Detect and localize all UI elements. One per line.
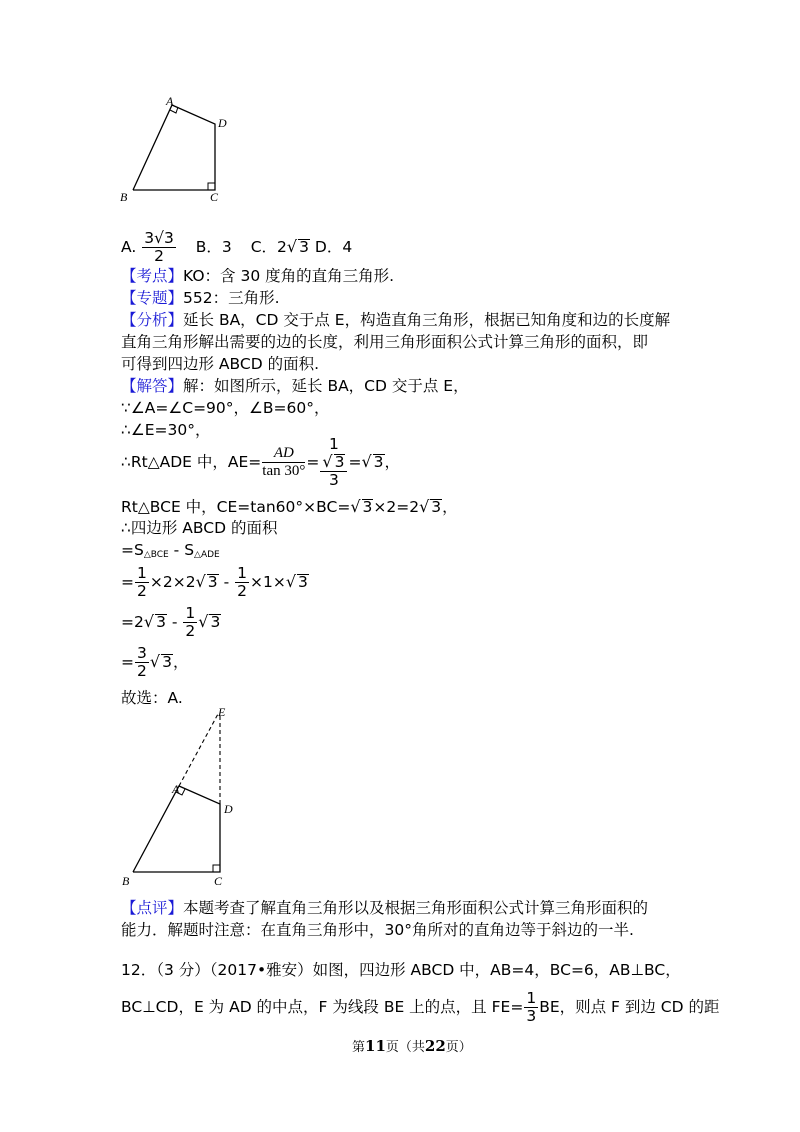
figure-extended <box>115 700 245 885</box>
jieda-line-1 <box>121 376 469 397</box>
jieda-line-6: ∴四边形 ABCD 的面积 <box>121 519 278 537</box>
answer-options: A. $\frac{3√3}{2}$ B．3 C．2√ 3 D．4 <box>121 229 353 265</box>
q12-text-a: BC⊥CD，E 为 AD 的中点，F 为线段 BE 上的点，且 FE= <box>121 998 524 1016</box>
line10-end: ， <box>172 653 189 671</box>
fenxi-line-2: 直角三角形解出需要的边的长度，利用三角形面积公式计算三角形的面积，即 <box>121 333 649 351</box>
line9-prefix: =2 <box>121 613 144 631</box>
jieda-line-4: ∴Rt△ADE 中，AE= $\frac{AD}{\tan 30^\circ}$ = 1 √ 3 3 =√ 3， <box>121 435 401 489</box>
ae-mid-den: 3 <box>328 471 339 489</box>
jieda-line-8: = $\frac{1}{2}$ ×2×2√ 3 - $\frac{1}{2}$ ×1×√ 3 <box>121 564 308 600</box>
dianping-tag: 【点评】 <box>121 899 184 917</box>
option-a-fraction <box>142 230 176 265</box>
jieda-text-1: 解：如图所示，延长 BA，CD 交于点 E， <box>183 377 469 395</box>
half-fraction-1: $\frac{1}{2}$ <box>137 564 147 600</box>
line8-a: ×2×2 <box>149 573 196 591</box>
jieda-line-2: ∵∠A=∠C=90°，∠B=60°， <box>121 399 330 417</box>
q12-text-b: BE，则点 F 到边 CD 的距 <box>539 998 720 1016</box>
fig2-label-c: C <box>214 874 223 888</box>
kaodian-line <box>121 266 394 287</box>
option-a-numerator: 3√3 <box>144 229 174 247</box>
jieda-line-5: Rt△BCE 中，CE=tan60°×BC=√ 3×2=2√ 3， <box>121 497 458 516</box>
ae-frac-num: AD <box>262 445 305 463</box>
ce-rad-1: 3 <box>362 498 373 516</box>
ae-result-radicand: 3 <box>373 453 384 471</box>
fig1-label-b: B <box>120 190 128 204</box>
fenxi-text-1: 延长 BA，CD 交于点 E，构造直角三角形，根据已知角度和边的长度解 <box>183 311 671 329</box>
ae-mid-top: 1 <box>328 435 339 453</box>
kaodian-tag: 【考点】 <box>121 267 184 285</box>
half-fraction-3: $\frac{1}{2}$ <box>185 604 196 640</box>
half-fraction-2: $\frac{1}{2}$ <box>237 564 247 600</box>
zhuanti-tag: 【专题】 <box>121 289 184 307</box>
option-a-denominator: 2 <box>154 247 164 265</box>
ce-rad-2: 3 <box>431 498 442 516</box>
fenxi-line-1 <box>121 310 670 331</box>
dianping-line-1 <box>121 898 648 919</box>
footer-c: 页） <box>445 1040 472 1055</box>
option-c-radicand: 3 <box>299 238 309 256</box>
footer-total-pages: 22 <box>424 1037 446 1055</box>
footer-page-number: 11 <box>365 1037 386 1055</box>
area-s1: =S <box>121 541 144 559</box>
fig1-label-c: C <box>210 190 219 204</box>
line9-mid: - <box>166 613 183 631</box>
area-sub-bce: △BCE <box>143 550 169 560</box>
jieda-line-3: ∴∠E=30°， <box>121 421 211 439</box>
footer-b: 页（共 <box>385 1040 425 1055</box>
option-c-prefix: C．2 <box>250 238 287 256</box>
dianping-text-1: 本题考查了解直角三角形以及根据三角形面积公式计算三角形面积的 <box>183 899 649 917</box>
jieda-choice: 故选：A. <box>121 689 183 707</box>
ae-prefix: ∴Rt△ADE 中，AE= <box>121 453 262 471</box>
ae-mid-sqrt: √ 3 <box>320 453 347 472</box>
line8-mid: - <box>218 573 235 591</box>
result-fraction: $\frac{3}{2}$ <box>137 644 147 680</box>
fig1-label-a: A <box>166 94 174 108</box>
option-d: D．4 <box>314 238 353 256</box>
ce-mid: ×2=2 <box>373 498 420 516</box>
q12-line-1: 12．（3 分）（2017•雅安）如图，四边形 ABCD 中，AB=4，BC=6，AB⊥BC， <box>121 961 681 979</box>
ae-frac-den: tan 30° <box>262 463 306 479</box>
fenxi-tag: 【分析】 <box>121 311 184 329</box>
fig2-label-e: E <box>218 705 226 719</box>
fenxi-line-3: 可得到四边形 ABCD 的面积. <box>121 355 320 373</box>
ce-text: Rt△BCE 中，CE=tan60°×BC= <box>121 498 351 516</box>
jieda-tag: 【解答】 <box>121 377 184 395</box>
fig2-label-a: A <box>172 782 180 796</box>
ae-fraction <box>262 445 305 480</box>
zhuanti-line <box>121 288 280 309</box>
zhuanti-text: 552：三角形. <box>183 289 280 307</box>
area-s2: - S <box>168 541 195 559</box>
jieda-line-9: =2√ 3 - $\frac{1}{2}$ √ 3 <box>121 604 221 640</box>
footer-a: 第 <box>352 1040 366 1055</box>
page-footer <box>352 1036 472 1055</box>
fig1-label-d: D <box>218 116 227 130</box>
dianping-line-2: 能力．解题时注意：在直角三角形中，30°角所对的直角边等于斜边的一半. <box>121 921 634 939</box>
option-b: B．3 <box>195 238 232 256</box>
fig2-label-d: D <box>224 802 233 816</box>
q12-fraction: $\frac{1}{3}$ <box>526 989 537 1025</box>
jieda-line-7 <box>121 540 220 566</box>
fig2-label-b: B <box>122 874 130 888</box>
q12-line-2 <box>121 990 720 1025</box>
ae-mid-fraction <box>320 436 347 489</box>
jieda-line-10: = $\frac{3}{2}$ √ 3， <box>121 644 189 680</box>
area-sub-ade: △ADE <box>194 550 220 560</box>
option-a-prefix: A. <box>121 238 137 256</box>
line8-end: ×1× <box>249 573 286 591</box>
kaodian-text: KO：含 30 度角的直角三角形. <box>183 267 395 285</box>
